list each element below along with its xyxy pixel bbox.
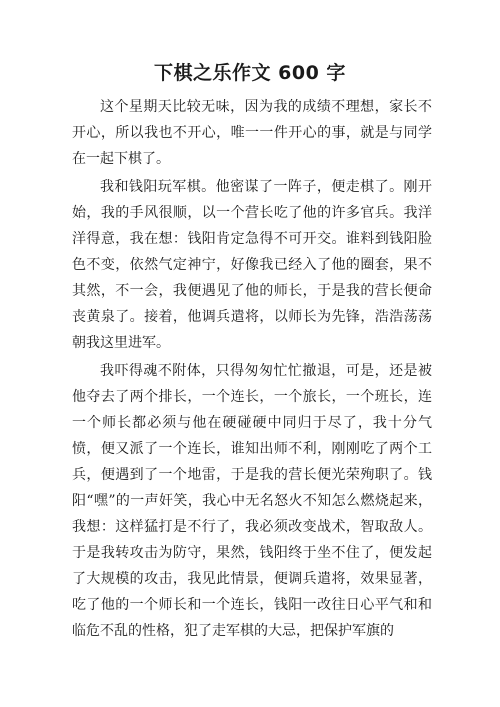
paragraph-3: 我吓得魂不附体，只得匆匆忙忙撤退，可是，还是被他夺去了两个排长，一个连长，一个旅长，一个班长，连一个师长都必须与他在硬碰硬中同归于尽了，我十分气愤，便又派了一个连长，谁知出师不利，刚刚吃了两个工兵，便遇到了一个地雷，于是我的营长便光荣殉职了。钱阳“嘿”的一声奸笑，我心中无名怒火不知怎么燃烧起来，我想：这样猛打是不行了，我必须改变战术，智取敌人。于是我转攻击为防守，果然，钱阳终于坐不住了，便发起了大规模的攻击，我见此情景，便调兵遣将，效果显著，吃了他的一个师长和一个连长，钱阳一改往日心平气和和临危不乱的性格，犯了走军棋的大忌，把保护军旗的 [72,363,432,639]
paragraph-1: 这个星期天比较无味，因为我的成绩不理想，家长不开心，所以我也不开心，唯一一件开心的事，就是与同学在一起下棋了。 [72,99,432,167]
paragraph-2: 我和钱阳玩军棋。他密谋了一阵子，便走棋了。刚开始，我的手风很顺，以一个营长吃了他的许多官兵。我洋洋得意，我在想：钱阳肯定急得不可开交。谁料到钱阳脸色不变，依然气定神宁，好像我已经入了他的圈套，果不其然，不一会，我便遇见了他的师长，于是我的营长便命丧黄泉了。接着，他调兵遣将，以师长为先锋，浩浩荡荡朝我这里进军。 [72,179,432,351]
essay-title: 下棋之乐作文 600 字 [154,62,346,84]
essay-body [72,94,432,644]
